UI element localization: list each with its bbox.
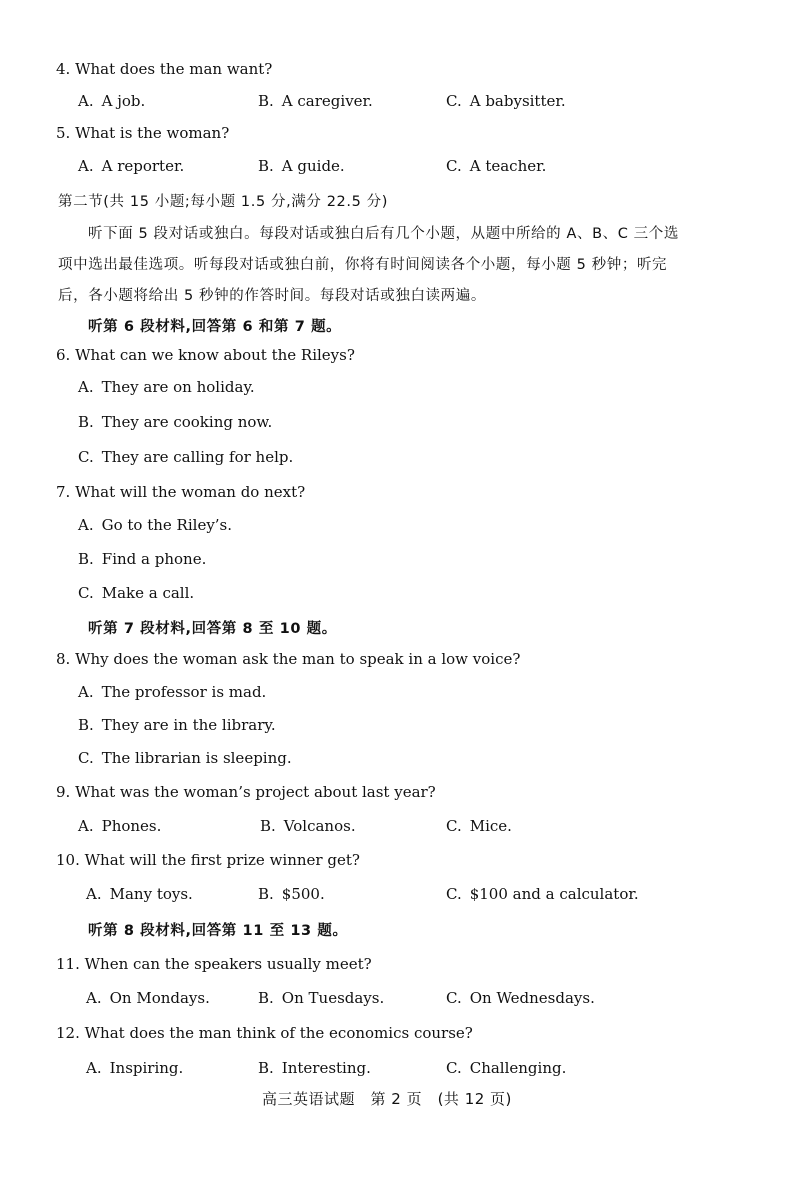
material-7-note: 听第 7 段材料,回答第 8 至 10 题。 [88,621,337,637]
question-text: What is the woman? [75,124,230,142]
option-4a: A. A job. [78,92,146,110]
option-10b: B. $500. [258,885,325,903]
option-10c: C. $100 and a calculator. [446,885,639,903]
question-9 [56,783,436,801]
option-8b: B. They are in the library. [78,716,276,734]
option-5b: B. A guide. [258,157,345,175]
option-6b: B. They are cooking now. [78,413,273,431]
question-text: What does the man want? [75,60,273,78]
option-6c: C. They are calling for help. [78,448,294,466]
option-8c: C. The librarian is sleeping. [78,749,292,767]
option-8a: A. The professor is mad. [78,683,267,701]
option-11c: C. On Wednesdays. [446,989,595,1007]
question-number: 8. [56,650,71,668]
question-number: 4. [56,60,71,78]
question-text: What does the man think of the economics course? [84,1024,473,1042]
question-text: What was the woman’s project about last year? [75,783,436,801]
question-7 [56,483,305,501]
question-text: When can the speakers usually meet? [84,955,372,973]
question-6 [56,346,355,364]
option-4c: C. A babysitter. [446,92,566,110]
instructions-line-2: 项中选出最佳选项。听每段对话或独白前，你将有时间阅读各个小题，每小题 5 秒钟；听完 [58,257,668,273]
page-footer: 高三英语试题 第 2 页 (共 12 页) [262,1090,512,1108]
option-11a: A. On Mondays. [86,989,210,1007]
option-12a: A. Inspiring. [86,1059,184,1077]
option-12b: B. Interesting. [258,1059,371,1077]
option-12c: C. Challenging. [446,1059,567,1077]
option-9b: B. Volcanos. [260,817,356,835]
option-5c: C. A teacher. [446,157,547,175]
option-4b: B. A caregiver. [258,92,373,110]
question-text: What will the first prize winner get? [84,851,360,869]
material-8-note: 听第 8 段材料,回答第 11 至 13 题。 [88,923,348,939]
question-number: 12. [56,1024,80,1042]
option-11b: B. On Tuesdays. [258,989,385,1007]
question-text: Why does the woman ask the man to speak in a low voice? [75,650,521,668]
instructions-line-1: 听下面 5 段对话或独白。每段对话或独白后有几个小题，从题中所给的 A、B、C 三个选 [88,226,679,242]
question-4 [56,60,272,78]
option-9a: A. Phones. [78,817,162,835]
option-10a: A. Many toys. [86,885,193,903]
question-10 [56,851,360,869]
option-7c: C. Make a call. [78,584,195,602]
question-12 [56,1024,473,1042]
question-11 [56,955,372,973]
option-7a: A. Go to the Riley’s. [78,516,233,534]
question-number: 5. [56,124,71,142]
question-number: 7. [56,483,71,501]
section-heading: 第二节(共 15 小题;每小题 1.5 分,满分 22.5 分) [58,194,388,210]
question-text: What can we know about the Rileys? [75,346,355,364]
question-text: What will the woman do next? [75,483,306,501]
option-9c: C. Mice. [446,817,512,835]
question-number: 6. [56,346,71,364]
question-8 [56,650,520,668]
option-5a: A. A reporter. [78,157,185,175]
option-7b: B. Find a phone. [78,550,207,568]
option-6a: A. They are on holiday. [78,378,255,396]
question-number: 10. [56,851,80,869]
question-number: 9. [56,783,71,801]
instructions-line-3: 后，各小题将给出 5 秒钟的作答时间。每段对话或独白读两遍。 [58,288,486,304]
question-number: 11. [56,955,80,973]
material-6-note: 听第 6 段材料,回答第 6 和第 7 题。 [88,319,342,335]
question-5 [56,124,229,142]
